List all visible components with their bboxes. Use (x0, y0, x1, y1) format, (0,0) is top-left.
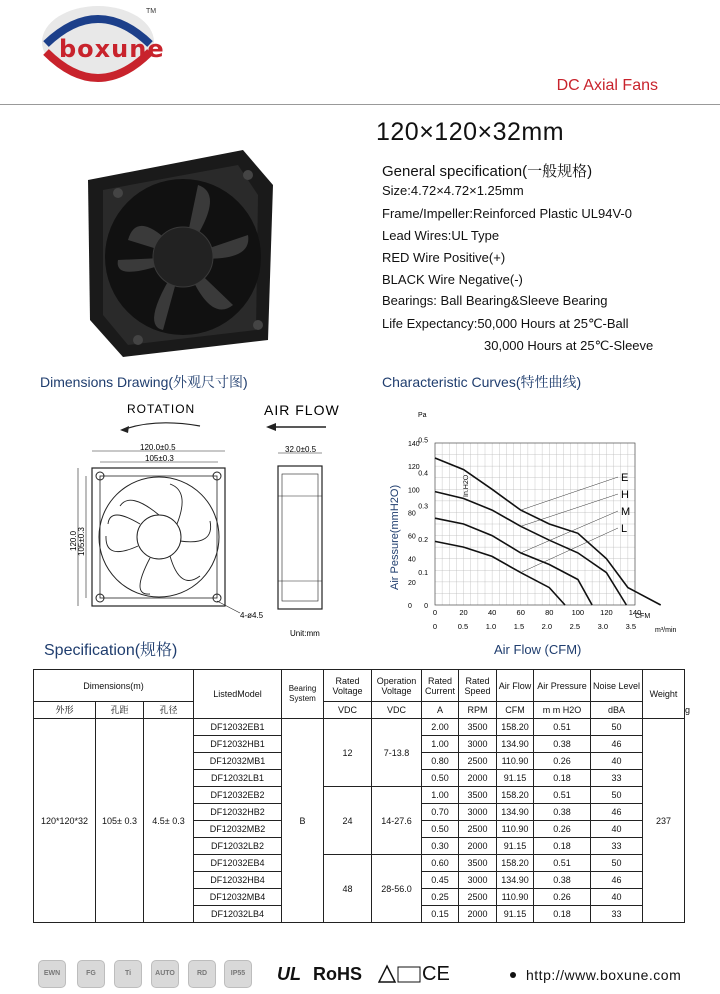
series-label-H: H (621, 489, 629, 501)
cell-model: DF12032EB2 (194, 787, 282, 804)
spec-line: 30,000 Hours at 25℃-Sleeve (484, 338, 654, 353)
x-tick-label-m3: 1.5 (513, 622, 525, 631)
y-tick-label: 20 (408, 579, 416, 587)
header-bearing: Bearing System (282, 670, 324, 719)
cell-dim-hole: 105± 0.3 (96, 719, 144, 923)
subheader-vdc: VDC (372, 702, 422, 719)
cell-voltage: 12 (324, 719, 372, 787)
series-label-M: M (621, 506, 631, 518)
y-tick-label: 140 (408, 441, 420, 448)
cell-model: DF12032EB4 (194, 855, 282, 872)
cell-current: 0.60 (422, 855, 459, 872)
dim-hole: 105±0.3 (145, 454, 174, 463)
x-tick-label: 20 (459, 608, 468, 617)
cell-speed: 2000 (459, 770, 497, 787)
airflow-arrow-icon (266, 423, 276, 431)
badge-auto: AUTO (151, 960, 179, 988)
rotation-arrow-icon (120, 426, 129, 433)
drawing-title: Dimensions Drawing(外观尺寸图) (40, 374, 248, 390)
cell-flow: 110.90 (497, 889, 534, 906)
cell-noise: 40 (591, 821, 643, 838)
cell-pressure: 0.51 (534, 719, 591, 736)
cell-flow: 91.15 (497, 838, 534, 855)
x-unit-bottom: m³/min (655, 627, 677, 634)
spec-table-title: Specification(规格) (44, 642, 178, 659)
cell-flow: 158.20 (497, 719, 534, 736)
x-tick-label: 60 (516, 608, 525, 617)
y-tick-label-inh2o: 0.5 (418, 437, 428, 445)
series-label-E: E (621, 472, 629, 484)
series-label-L: L (621, 523, 628, 535)
y-tick-label-inh2o: 0.1 (418, 569, 428, 577)
cell-speed: 2500 (459, 889, 497, 906)
cell-model: DF12032EB1 (194, 719, 282, 736)
series-line-L (435, 541, 565, 605)
cell-flow: 134.90 (497, 736, 534, 753)
cell-noise: 33 (591, 838, 643, 855)
rotation-label: ROTATION (127, 402, 196, 416)
subheader-size: 外形 (34, 702, 96, 719)
cell-current: 1.00 (422, 787, 459, 804)
cell-voltage: 48 (324, 855, 372, 923)
website-url: http://www.boxune.com (526, 967, 682, 983)
cell-noise: 50 (591, 855, 643, 872)
spec-line: Life Expectancy:50,000 Hours at 25℃-Ball (382, 316, 629, 331)
badge-fg: FG (77, 960, 105, 988)
cell-current: 0.80 (422, 753, 459, 770)
cell-speed: 2500 (459, 753, 497, 770)
cell-flow: 158.20 (497, 855, 534, 872)
fan-photo (78, 145, 278, 360)
cell-speed: 3500 (459, 855, 497, 872)
subheader-hole-dist: 孔距 (96, 702, 144, 719)
cell-model: DF12032HB2 (194, 804, 282, 821)
cell-pressure: 0.51 (534, 787, 591, 804)
cell-noise: 46 (591, 804, 643, 821)
trademark: TM (146, 8, 157, 15)
x-tick-label-m3: 0.5 (457, 622, 469, 631)
product-title: 120×120×32mm (376, 118, 565, 146)
cell-flow: 91.15 (497, 906, 534, 923)
cell-model: DF12032MB1 (194, 753, 282, 770)
chart-ylabel: Air Pessure(mmH2O) (389, 484, 401, 590)
cell-voltage: 24 (324, 787, 372, 855)
cell-model: DF12032LB4 (194, 906, 282, 923)
dim-height: 120.0 (69, 530, 78, 551)
subheader-hole-dia: 孔径 (144, 702, 194, 719)
header-model: ListedModel (194, 670, 282, 719)
bullet-icon (510, 972, 516, 978)
x-tick-label-m3: 3.0 (597, 622, 609, 631)
y-tick-label-inh2o: 0.4 (418, 470, 428, 478)
characteristic-chart (380, 405, 710, 655)
cell-noise: 46 (591, 736, 643, 753)
subheader-vdc: VDC (324, 702, 372, 719)
product-category: DC Axial Fans (556, 77, 658, 94)
header-pressure: Air Pressure (534, 670, 591, 702)
x-tick-label-m3: 2.5 (569, 622, 581, 631)
y-unit-right: In.H2O (463, 474, 470, 497)
ul-mark: UL (277, 964, 301, 984)
cell-model: DF12032HB1 (194, 736, 282, 753)
spec-heading: General specification(一般规格) (382, 163, 593, 180)
cell-pressure: 0.51 (534, 855, 591, 872)
x-tick-label: 140 (628, 608, 642, 617)
cell-pressure: 0.26 (534, 821, 591, 838)
cell-current: 0.25 (422, 889, 459, 906)
cell-pressure: 0.38 (534, 872, 591, 889)
badge-rd: RD (188, 960, 216, 988)
cell-pressure: 0.18 (534, 770, 591, 787)
y-tick-label-inh2o: 0.3 (418, 503, 428, 511)
brand-name: boxune (59, 35, 165, 63)
header-airflow: Air Flow (497, 670, 534, 702)
cell-flow: 134.90 (497, 872, 534, 889)
cell-speed: 3000 (459, 872, 497, 889)
header-voltage: Rated Voltage (324, 670, 372, 702)
cell-pressure: 0.26 (534, 889, 591, 906)
cell-dim-size: 120*120*32 (34, 719, 96, 923)
x-tick-label-m3: 1.0 (485, 622, 497, 631)
y-tick-label: 80 (408, 510, 416, 518)
spec-line: Frame/Impeller:Reinforced Plastic UL94V-0 (382, 206, 632, 221)
cell-speed: 3500 (459, 719, 497, 736)
rohs-mark: RoHS (313, 964, 362, 984)
series-leader (521, 528, 618, 573)
cell-speed: 3000 (459, 736, 497, 753)
header-weight: Weight (643, 670, 685, 719)
y-tick-label: 40 (408, 556, 416, 564)
header-speed: Rated Speed (459, 670, 497, 702)
series-leader (521, 477, 618, 510)
y-tick-label: 100 (408, 487, 420, 495)
dim-width: 120.0±0.5 (140, 443, 176, 452)
cell-flow: 110.90 (497, 753, 534, 770)
spec-table: Dimensions(m) ListedModel Bearing System Rated Voltage Operation Voltage Rated Current Rated Speed Air Flow Air Pressure Noise Level Weight 外形 孔距 孔径 VDC VDC A RPM CFM m m H2O dBA g 120*120*32 105± 0.3 4.5± 0.3 DF12032EB1 B 12 7-13.8 2.00 3500 158.20 0.51 50 237 DF12032HB1 1.00 3000 134.90 0.38 46 DF12032MB1 0.80 2500 110.90 0.26 40 DF12032LB1 0.50 2000 91.15 0.18 33 DF12032EB2 24 14-27.6 1.00 3500 158.20 0.51 50 DF12032HB2 0.70 3000 134.90 0.38 46 DF12032MB2 0.50 2500 110.90 0.26 40 DF12032LB2 0.30 2000 91.15 0.18 33 DF12032EB4 48 28-56.0 0.60 3500 158.20 0.51 50 DF12032HB4 0.45 3000 134.90 0.38 46 DF12032MB4 0.25 2500 110.90 0.26 40 DF12032LB4 0.15 2000 91.15 0.18 33 (33, 669, 685, 923)
x-tick-label: 120 (600, 608, 613, 617)
subheader-amp: A (422, 702, 459, 719)
spec-line: Lead Wires:UL Type (382, 228, 500, 243)
cell-pressure: 0.26 (534, 753, 591, 770)
y-tick-label-inh2o: 0 (424, 603, 428, 610)
spec-line: Bearings: Ball Bearing&Sleeve Bearing (382, 293, 608, 308)
airflow-label: AIR FLOW (264, 402, 340, 418)
cell-model: DF12032MB4 (194, 889, 282, 906)
cell-speed: 3000 (459, 804, 497, 821)
dim-hole-v: 105±0.3 (77, 527, 86, 556)
subheader-rpm: RPM (459, 702, 497, 719)
y-tick-label: 0 (408, 603, 412, 610)
cell-current: 0.45 (422, 872, 459, 889)
x-tick-label: 100 (571, 608, 585, 617)
cell-noise: 40 (591, 889, 643, 906)
spec-line: BLACK Wire Negative(-) (382, 272, 523, 287)
header-noise: Noise Level (591, 670, 643, 702)
unit-label: Unit:mm (290, 629, 320, 638)
badge-ti: Ti (114, 960, 142, 988)
spec-line: Size:4.72×4.72×1.25mm (382, 183, 524, 198)
x-tick-label: 40 (487, 608, 497, 617)
cell-model: DF12032LB2 (194, 838, 282, 855)
subheader-dba: dBA (591, 702, 643, 719)
cell-flow: 158.20 (497, 787, 534, 804)
dim-holes: 4-ø4.5 (240, 611, 264, 620)
badge-ip55: IP55 (224, 960, 252, 988)
cell-speed: 3500 (459, 787, 497, 804)
cell-pressure: 0.38 (534, 804, 591, 821)
x-unit-top: CFM (635, 613, 651, 620)
y-unit-left: Pa (418, 412, 427, 419)
cell-op-voltage: 7-13.8 (372, 719, 422, 787)
x-tick-label-m3: 3.5 (625, 622, 637, 631)
cell-model: DF12032LB1 (194, 770, 282, 787)
cell-noise: 50 (591, 719, 643, 736)
x-tick-label: 0 (432, 608, 438, 617)
y-tick-label-inh2o: 0.2 (418, 536, 428, 544)
cell-flow: 134.90 (497, 804, 534, 821)
cell-pressure: 0.18 (534, 838, 591, 855)
x-tick-label-m3: 2.0 (541, 622, 553, 631)
cell-noise: 33 (591, 770, 643, 787)
header-dimensions: Dimensions(m) (34, 670, 194, 702)
cell-speed: 2500 (459, 821, 497, 838)
cell-flow: 91.15 (497, 770, 534, 787)
cell-speed: 2000 (459, 906, 497, 923)
header-rule (0, 104, 720, 105)
subheader-mmh2o: m m H2O (534, 702, 591, 719)
cell-noise: 33 (591, 906, 643, 923)
cell-current: 0.30 (422, 838, 459, 855)
dimension-drawing (50, 396, 380, 641)
series-leader (521, 494, 618, 526)
cell-current: 1.00 (422, 736, 459, 753)
cell-pressure: 0.18 (534, 906, 591, 923)
spec-line: RED Wire Positive(+) (382, 250, 506, 265)
cell-op-voltage: 28-56.0 (372, 855, 422, 923)
cell-current: 0.15 (422, 906, 459, 923)
y-tick-label: 60 (408, 533, 416, 541)
cell-pressure: 0.38 (534, 736, 591, 753)
cell-noise: 40 (591, 753, 643, 770)
cell-current: 0.50 (422, 821, 459, 838)
subheader-cfm: CFM (497, 702, 534, 719)
header-op-voltage: Operation Voltage (372, 670, 422, 702)
cell-current: 0.70 (422, 804, 459, 821)
table-row (34, 719, 685, 736)
chart-xlabel: Air Flow (CFM) (494, 642, 582, 657)
cell-speed: 2000 (459, 838, 497, 855)
cell-dim-dia: 4.5± 0.3 (144, 719, 194, 923)
cell-current: 0.50 (422, 770, 459, 787)
x-tick-label-m3: 0 (432, 622, 438, 631)
header-current: Rated Current (422, 670, 459, 702)
x-tick-label: 80 (545, 608, 554, 617)
cell-flow: 110.90 (497, 821, 534, 838)
cell-model: DF12032HB4 (194, 872, 282, 889)
cell-noise: 50 (591, 787, 643, 804)
cell-weight: 237 (643, 719, 685, 923)
dim-depth: 32.0±0.5 (285, 445, 317, 454)
cert-icon (378, 964, 422, 986)
y-tick-label: 120 (408, 464, 420, 472)
ce-mark: CE (422, 963, 450, 985)
cell-noise: 46 (591, 872, 643, 889)
cell-op-voltage: 14-27.6 (372, 787, 422, 855)
cell-bearing: B (282, 719, 324, 923)
badge-ewn: EWN (38, 960, 66, 988)
cell-current: 2.00 (422, 719, 459, 736)
chart-title: Characteristic Curves(特性曲线) (382, 374, 582, 390)
cell-model: DF12032MB2 (194, 821, 282, 838)
